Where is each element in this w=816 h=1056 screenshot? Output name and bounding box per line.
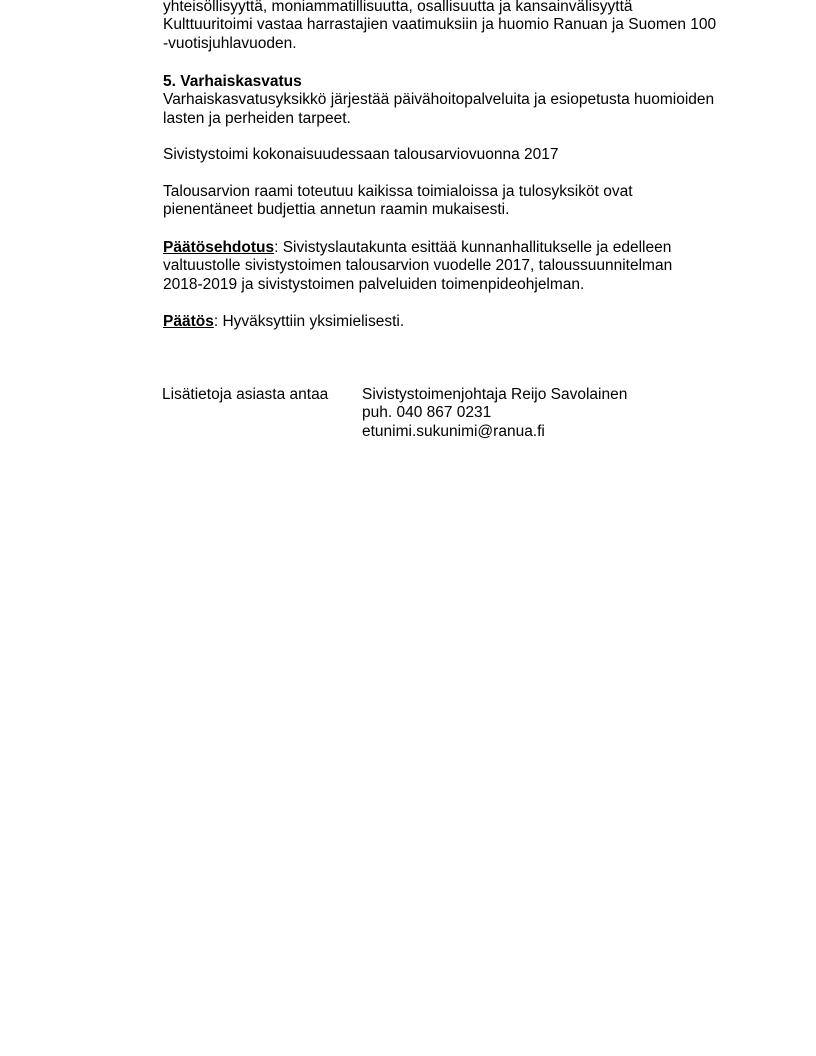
proposal-line: valtuustolle sivistystoimen talousarvion vuodelle 2017, taloussuunnitelman xyxy=(163,257,673,275)
section-heading: 5. Varhaiskasvatus xyxy=(163,73,302,90)
intro-paragraph xyxy=(163,0,763,53)
section-5 xyxy=(163,73,763,128)
intro-line: yhteisöllisyyttä, moniammatillisuutta, osallisuutta ja kansainvälisyyttä xyxy=(163,0,633,15)
budget-line: Talousarvion raami toteutuu kaikissa toimialoissa ja tulosyksiköt ovat xyxy=(163,183,633,200)
decision-paragraph xyxy=(163,313,763,331)
intro-line: Kulttuuritoimi vastaa harrastajien vaatimuksiin ja huomio Ranuan ja Suomen 100 xyxy=(163,16,717,34)
contact-phone: puh. 040 867 0231 xyxy=(362,404,492,422)
budget-paragraph xyxy=(163,183,763,220)
summary-line: Sivistystoimi kokonaisuudessaan talousarviovuonna 2017 xyxy=(163,146,559,163)
contact-info xyxy=(362,386,627,441)
proposal-text: : Sivistyslautakunta esittää kunnanhallitukselle ja edelleen xyxy=(274,239,672,256)
decision-label: Päätös xyxy=(163,313,214,330)
proposal-line: 2018-2019 ja sivistystoimen palveluiden toimenpideohjelman. xyxy=(163,275,585,293)
intro-line: -vuotisjuhlavuoden. xyxy=(163,34,297,52)
decision-text: : Hyväksyttiin yksimielisesti. xyxy=(213,313,405,330)
proposal-first-line xyxy=(163,239,763,257)
decision-line xyxy=(163,313,763,331)
contact-name: Sivistystoimenjohtaja Reijo Savolainen xyxy=(362,386,628,403)
section-line: lasten ja perheiden tarpeet. xyxy=(163,109,351,127)
contact-label: Lisätietoja asiasta antaa xyxy=(162,386,329,403)
proposal-label: Päätösehdotus xyxy=(163,239,275,256)
section-line: Varhaiskasvatusyksikkö järjestää päivähoitopalveluita ja esiopetusta huomioiden xyxy=(163,91,715,109)
contact-email: etunimi.sukunimi@ranua.fi xyxy=(362,422,545,440)
proposal-paragraph xyxy=(163,239,763,294)
budget-line: pienentäneet budjettia annetun raamin mukaisesti. xyxy=(163,201,510,219)
summary-paragraph xyxy=(163,146,763,164)
